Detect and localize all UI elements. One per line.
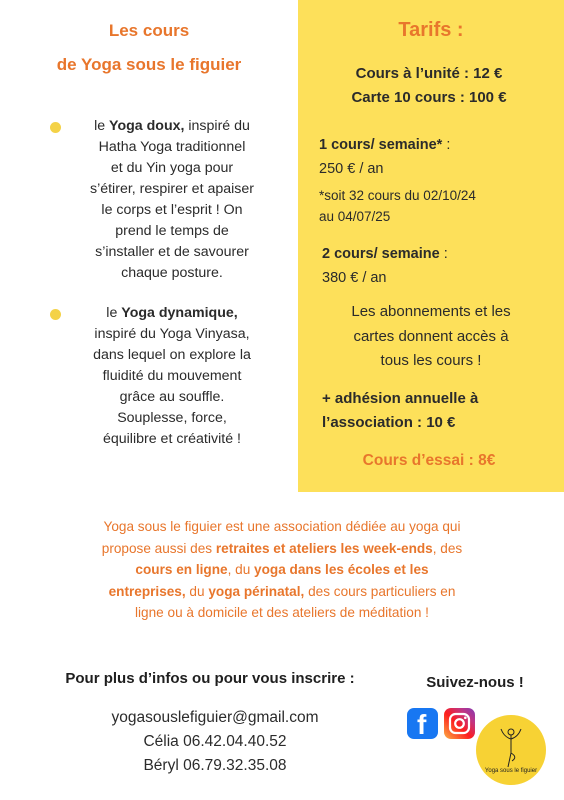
access-note [298,300,564,374]
item-line: le corps et l’esprit ! On [101,202,243,218]
item-line: Souplesse, force, [117,410,227,426]
course-item-yoga-doux [62,116,282,284]
weekly2-heading [322,244,562,265]
weekly2-label: 2 cours/ semaine [322,246,440,262]
membership-line2: l’association : 10 € [322,414,456,431]
item-line: équilibre et créativité ! [102,431,241,447]
item-line: s’installer et de savourer [95,244,249,260]
item-line: chaque posture. [121,265,223,281]
weekly2-colon: : [439,246,448,262]
association-description [30,516,534,624]
facebook-icon[interactable] [407,708,438,739]
access-line: cartes donnent accès à [353,327,509,345]
instagram-glyph [444,708,475,739]
bullet-icon [50,309,61,320]
item-line: grâce au souffle. [119,389,225,405]
instagram-icon[interactable] [444,708,475,739]
logo [476,715,546,785]
access-line: tous les cours ! [380,352,482,369]
tarifs-title: Tarifs : [398,19,464,41]
course-item-yoga-dynamique [62,303,282,450]
trial-price: Cours d’essai : 8€ [362,452,496,469]
course-item-first-line [62,303,282,324]
weekly1-heading [319,135,559,156]
info-highlight: cours en ligne [135,562,228,577]
item-line: inspiré du Yoga Vinyasa, [94,326,250,342]
item-prefix: le [106,305,122,321]
item-bold-name: Yoga doux, [109,118,185,134]
info-highlight: retraites et ateliers les week-ends [215,540,433,556]
bullet-icon [50,122,61,133]
info-text: , du [227,562,255,577]
price-card-10: Carte 10 cours : 100 € [351,89,507,106]
info-text: , des [432,540,463,556]
info-highlight: entreprises, [108,583,186,599]
item-line: prend le temps de [115,223,229,239]
course-item-first-line [62,116,282,137]
facebook-glyph: f [417,709,427,740]
courses-title-line2: de Yoga sous le figuier [56,55,242,74]
info-text: des cours particuliers en [304,583,456,599]
info-line: ligne ou à domicile et des ateliers de méditation ! [135,605,429,620]
contact-phone-celia[interactable]: Célia 06.42.04.40.52 [143,733,287,750]
info-highlight: yoga périnatal, [208,583,305,599]
contact-heading: Pour plus d’infos ou pour vous inscrire : [65,670,355,687]
courses-title-line1: Les cours [108,21,190,40]
membership-line1: + adhésion annuelle à [322,390,479,407]
item-line: s’étirer, respirer et apaiser [89,181,254,197]
contact-email[interactable]: yogasouslefiguier@gmail.com [111,709,319,726]
contact-phone-beryl[interactable]: Béryl 06.79.32.35.08 [143,757,287,774]
info-line [30,581,534,603]
item-line: Hatha Yoga traditionnel [98,139,246,155]
weekly1-note-line2: au 04/07/25 [319,209,391,224]
access-line: Les abonnements et les [351,303,511,320]
info-line: Yoga sous le figuier est une association dédiée au yoga qui [103,519,461,534]
item-line: fluidité du mouvement [102,368,242,384]
weekly2-price: 380 € / an [322,270,387,286]
weekly1-note-line1: *soit 32 cours du 02/10/24 [319,188,476,203]
item-line: dans lequel on explore la [93,347,251,363]
weekly1-colon: : [442,137,451,153]
info-text: propose aussi des [101,540,216,556]
item-prefix: le [94,118,110,134]
info-highlight: yoga dans les écoles et les [254,562,429,577]
item-line: et du Yin yoga pour [110,160,234,176]
info-text: du [185,583,209,599]
item-bold-name: Yoga dynamique, [121,305,238,321]
weekly1-label: 1 cours/ semaine* [319,137,443,153]
logo-text: Yoga sous le figuier [484,768,538,774]
price-single-class: Cours à l’unité : 12 € [355,65,503,82]
item-suffix: inspiré du [184,118,250,134]
weekly1-price: 250 € / an [319,161,384,177]
info-line [30,559,534,581]
info-line [30,538,534,560]
social-heading: Suivez-nous ! [426,674,524,691]
